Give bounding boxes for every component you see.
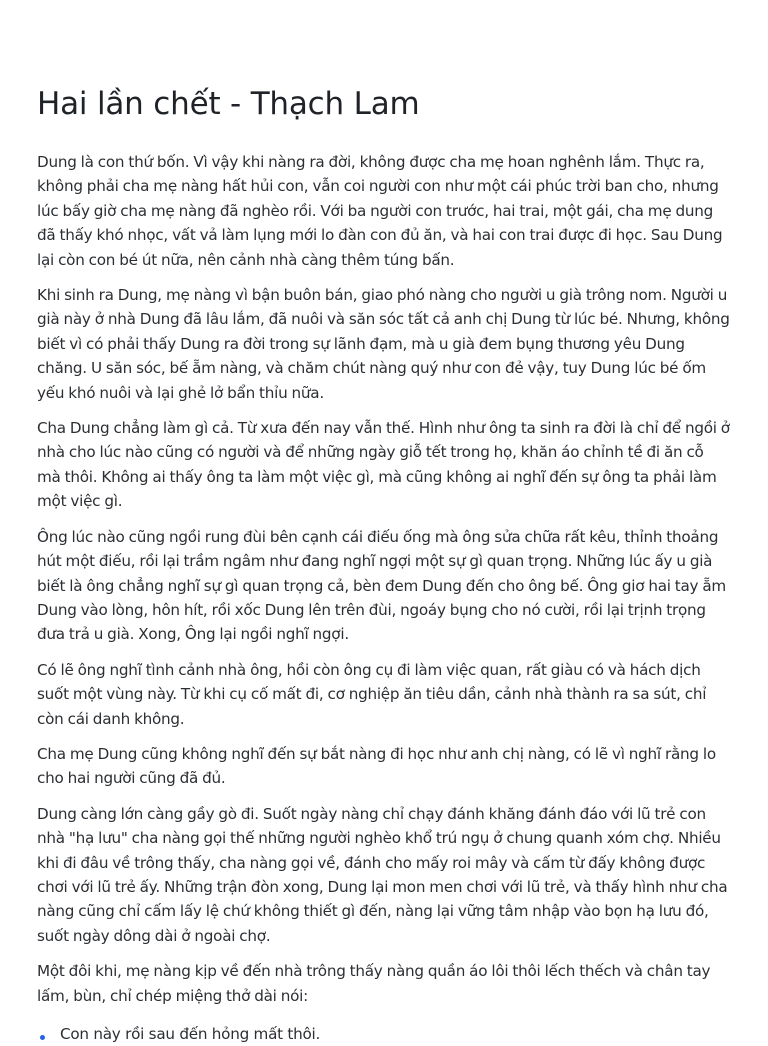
paragraph: Dung là con thứ bốn. Vì vậy khi nàng ra đời, không được cha mẹ hoan nghênh lắm. Thực ra, không phải cha mẹ nàng hất hủi con, vẫn coi người con như một cái phúc trời ban cho, nhưng lúc bấy giờ cha mẹ nàng đã nghèo rồi. Với ba người con trước, hai trai, một gái, cha mẹ dung đã thấy khó nhọc, vất vả làm lụng mới lo đàn con đủ ăn, và hai con trai được đi học. Sau Dung lại còn con bé út nữa, nên cảnh nhà càng thêm túng bấn. — [37, 153, 723, 269]
bullet-list — [37, 1022, 731, 1046]
paragraph: Cha mẹ Dung cũng không nghĩ đến sự bắt nàng đi học như anh chị nàng, có lẽ vì nghĩ rằng lo cho hai người cũng đã đủ. — [37, 744, 716, 788]
article-body — [37, 150, 731, 1046]
paragraph: Cha Dung chẳng làm gì cả. Từ xưa đến nay vẫn thế. Hình như ông ta sinh ra đời là chỉ để ngồi ở nhà cho lúc nào cũng có người và để những ngày giỗ tết trong họ, khăn áo chỉnh tề đi ăn cỗ mà thôi. Không ai thấy ông ta làm một việc gì, mà cũng không ai nghĩ đến sự ông ta phải làm một việc gì. — [37, 419, 730, 511]
list-item-text: Con này rồi sau đến hỏng mất thôi. — [60, 1025, 321, 1043]
page-title: Hai lần chết - Thạch Lam — [37, 86, 420, 122]
paragraph: Một đôi khi, mẹ nàng kịp về đến nhà trông thấy nàng quần áo lôi thôi lếch thếch và chân tay lấm, bùn, chỉ chép miệng thở dài nói: — [37, 962, 711, 1005]
paragraph: Dung càng lớn càng gầy gò đi. Suốt ngày nàng chỉ chạy đánh khăng đánh đáo với lũ trẻ con nhà "hạ lưu" cha nàng gọi thế những người nghèo khổ trú ngụ ở chung quanh xóm chợ. Nhiều khi đi đâu về trông thấy, cha nàng gọi về, đánh cho mấy roi mây và cấm từ đấy không được chơi với lũ trẻ ấy. Những trận đòn xong, Dung lại mon men chơi với lũ trẻ, và thấy hình như cha nàng cũng chỉ cấm lấy lệ chứ không thiết gì đến, nàng lại vững tâm nhập vào bọn hạ lưu đó, suốt ngày dông dài ở ngoài chợ. — [37, 804, 728, 945]
list-item — [37, 1022, 731, 1046]
paragraph: Khi sinh ra Dung, mẹ nàng vì bận buôn bán, giao phó nàng cho người u già trông nom. Người u già này ở nhà Dung đã lâu lắm, đã nuôi và săn sóc tất cả anh chị Dung từ lúc bé. Nhưng, không biết vì có phải thấy Dung ra đời trong sự lãnh đạm, mà u già đem bụng thương yêu Dung chăng. U săn sóc, bế ẵm nàng, và chăm chút nàng quý như con đẻ vậy, tuy Dung lúc bé ốm yếu khó nuôi và lại ghẻ lở bẩn thỉu nữa. — [37, 286, 730, 402]
paragraph: Ông lúc nào cũng ngồi rung đùi bên cạnh cái điếu ống mà ông sửa chữa rất kêu, thỉnh thoảng hút một điếu, rồi lại trầm ngâm như đang nghĩ ngợi một sự gì quan trọng. Những lúc ấy u già biết là ông chẳng nghĩ sự gì quan trọng cả, bèn đem Dung đến cho ông bế. Ông giơ hai tay ẵm Dung vào lòng, hôn hít, rồi xốc Dung lên trên đùi, ngoáy bụng cho nó cười, rồi lại trịnh trọng đưa trả u già. Xong, Ông lại ngồi nghĩ ngợi. — [37, 527, 726, 644]
article-container — [37, 0, 731, 1043]
paragraph: Có lẽ ông nghĩ tình cảnh nhà ông, hồi còn ông cụ đi làm việc quan, rất giàu có và hách dịch suốt một vùng này. Từ khi cụ cố mất đi, cơ nghiệp ăn tiêu dần, cảnh nhà thành ra sa sút, chỉ còn cái danh không. — [37, 660, 707, 728]
bullet-dot-icon — [40, 1035, 45, 1040]
